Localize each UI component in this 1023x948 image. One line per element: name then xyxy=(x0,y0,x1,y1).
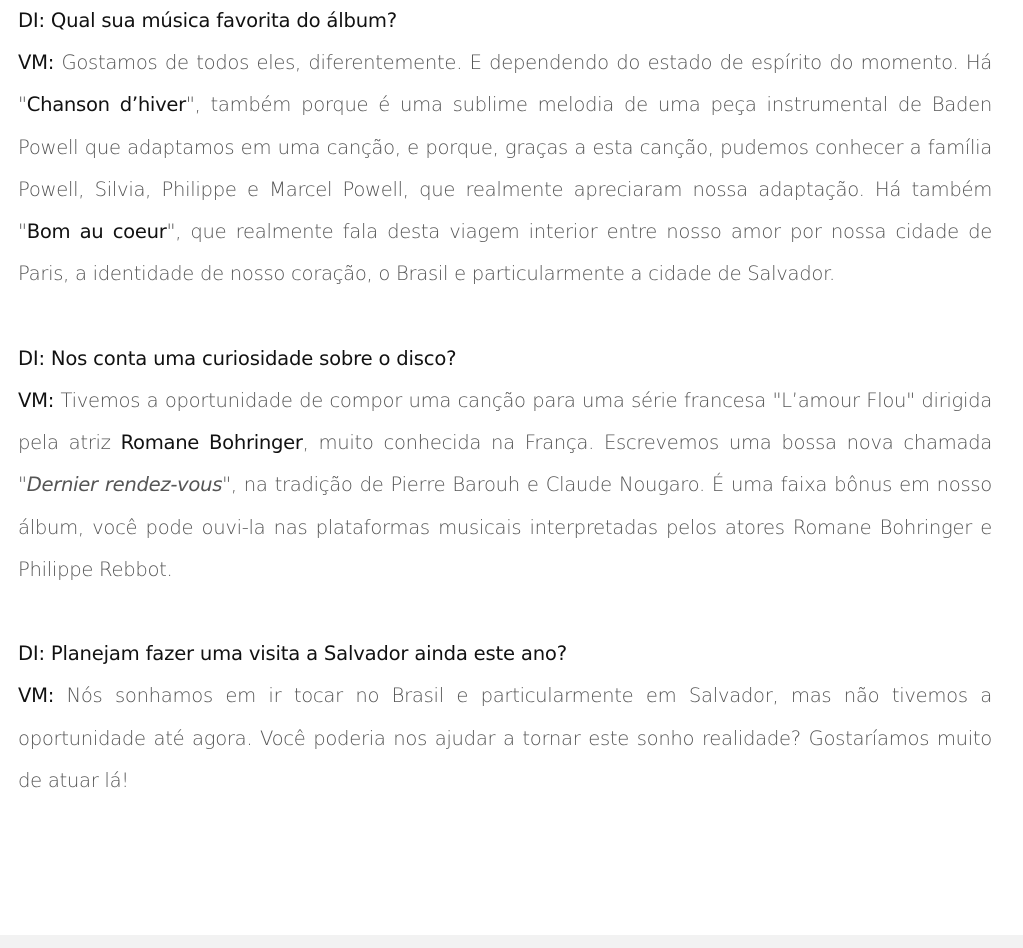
answer-speaker-label: VM: xyxy=(18,684,55,708)
answer-text: ", também porque é uma sublime melodia de uma peça instrumental de Baden Powell que adaptamos em uma canção, e porque, graças a esta canção, pudemos conhecer a família Powell, Silvia, Philippe e Marcel Powell, que realmente apreciaram nossa adaptação. Há também " xyxy=(18,93,992,244)
question-heading: DI: Planejam fazer uma visita a Salvador ainda este ano? xyxy=(18,642,567,666)
answer-speaker-label: VM: xyxy=(18,388,55,412)
answer-paragraph xyxy=(18,42,992,296)
qa-block-salvador-visit xyxy=(18,633,992,802)
song-title-bom-au-coeur: Bom au coeur xyxy=(26,220,167,244)
question-heading: DI: Qual sua música favorita do álbum? xyxy=(18,9,397,32)
answer-text: Tivemos a oportunidade de compor uma canção para uma série francesa "L’amour Flou" dirigida pela atriz xyxy=(18,388,992,455)
answer-text: , muito conhecida na França. Escrevemos uma bossa nova chamada " xyxy=(18,431,993,497)
interview-article xyxy=(18,0,992,802)
page-bottom-divider xyxy=(0,935,1023,948)
answer-paragraph xyxy=(18,380,992,591)
actress-name-romane-bohringer: Romane Bohringer xyxy=(120,431,303,455)
answer-text: ", que realmente fala desta viagem interior entre nosso amor por nossa cidade de Paris, a identidade de nosso coração, o Brasil e particularmente a cidade de Salvador. xyxy=(18,220,992,286)
song-title-dernier-rendez-vous: Dernier rendez-vous xyxy=(26,473,223,497)
question-heading: DI: Nos conta uma curiosidade sobre o disco? xyxy=(18,346,457,370)
qa-block-album-curiosity xyxy=(18,338,992,591)
answer-speaker-label: VM: xyxy=(18,51,55,74)
answer-text: ", na tradição de Pierre Barouh e Claude Nougaro. É uma faixa bônus em nosso álbum, você pode ouvi-la nas plataformas musicais interpretadas pelos atores Romane Bohringer e Philippe Rebbot. xyxy=(18,473,992,581)
answer-paragraph xyxy=(18,675,992,802)
qa-block-favorite-song xyxy=(18,0,992,296)
answer-text: Gostamos de todos eles, diferentemente. E dependendo do estado de espírito do momento. Há " xyxy=(18,51,992,117)
answer-text: Nós sonhamos em ir tocar no Brasil e particularmente em Salvador, mas não tivemos a oportunidade até agora. Você poderia nos ajudar a tornar este sonho realidade? Gostaríamos muito de atuar lá! xyxy=(18,684,992,792)
song-title-chanson-dhiver: Chanson d’hiver xyxy=(26,93,186,117)
